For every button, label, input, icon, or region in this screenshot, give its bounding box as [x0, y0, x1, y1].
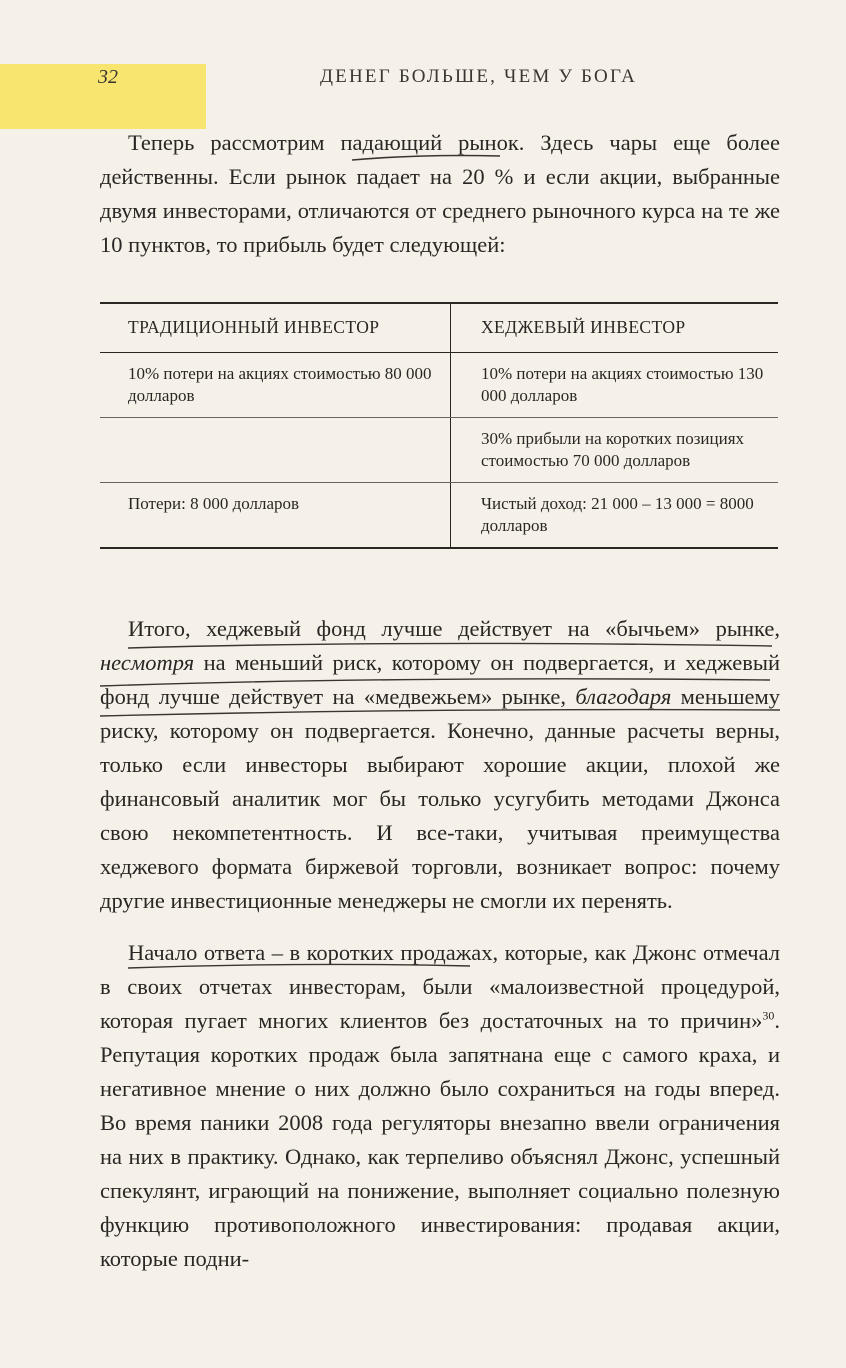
table-row: [100, 483, 778, 549]
footnote-marker: 30: [762, 1008, 775, 1023]
table-cell: 10% потери на акциях стоимостью 130 000 долларов: [451, 353, 779, 418]
paragraph-3: [100, 936, 780, 1276]
paragraph-2: [100, 612, 780, 918]
paragraph-1: [100, 126, 780, 262]
column-header-traditional: ТРАДИЦИОННЫЙ ИНВЕСТОР: [100, 303, 451, 353]
table-cell: 10% потери на акциях стоимостью 80 000 долларов: [100, 353, 451, 418]
paragraph-2-emphasis-b: благодаря: [575, 684, 672, 709]
paragraph-1-text: Теперь рассмотрим падающий рынок. Здесь чары еще более действенны. Если рынок падает на 20 % и если акции, выбранные двумя инвесторами, отличаются от среднего рыночного курса на те же 10 пунктов, то прибыль будет следующей:: [100, 130, 780, 257]
table-cell: [100, 418, 451, 483]
table-cell: 30% прибыли на коротких позициях стоимостью 70 000 долларов: [451, 418, 779, 483]
paragraph-3-text-b: . Репутация коротких продаж была запятнана еще с самого краха, и негативное мнение о них должно было сохраниться на годы вперед. Во время паники 2008 года регуляторы внезапно ввели ограничения на них в практику. Однако, как терпеливо объяснял Джонс, успешный спекулянт, играющий на понижение, выполняет социально полезную функцию противоположного инвестирования: продавая акции, которые подни-: [100, 1008, 780, 1271]
paragraph-3-text-a: Начало ответа – в коротких продажах, которые, как Джонс отмечал в своих отчетах инвесторам, были «малоизвестной процедурой, которая пугает многих клиентов без достаточных на то причин»: [100, 940, 780, 1033]
paragraph-2-text-a: Итого, хеджевый фонд лучше действует на «бычьем» рынке,: [128, 616, 780, 641]
table-cell: Потери: 8 000 долларов: [100, 483, 451, 549]
page-number: 32: [98, 66, 118, 88]
table-row: [100, 418, 778, 483]
table-row: [100, 353, 778, 418]
comparison-table: [100, 302, 778, 549]
table-cell: Чистый доход: 21 000 – 13 000 = 8000 долларов: [451, 483, 779, 549]
running-title: ДЕНЕГ БОЛЬШЕ, ЧЕМ У БОГА: [320, 66, 637, 87]
paragraph-2-emphasis-a: несмотря: [100, 650, 195, 675]
table-header-row: [100, 303, 778, 353]
paragraph-2-text-c: меньшему риску, которому он подвергается. Конечно, данные расчеты верны, только если инвесторы выбирают хорошие акции, плохой же финансовый аналитик мог бы только усугубить методами Джонса свою некомпетентность. И все-таки, учитывая преимущества хеджевого формата биржевой торговли, возникает вопрос: почему другие инвестиционные менеджеры не смогли их перенять.: [100, 684, 781, 913]
column-header-hedge: ХЕДЖЕВЫЙ ИНВЕСТОР: [451, 303, 779, 353]
paragraph-2-text-b: на меньший риск, которому он подвергается, и хеджевый фонд лучше действует на «медвежьем» рынке,: [100, 650, 780, 709]
